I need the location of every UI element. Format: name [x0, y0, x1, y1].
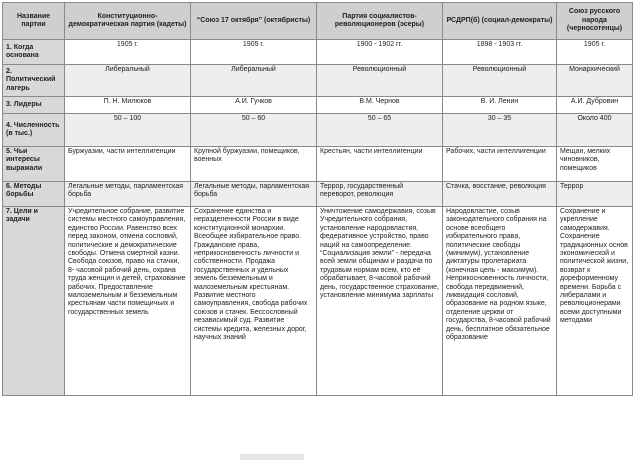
- table-cell: Около 400: [557, 114, 633, 147]
- header-rsdrp: РСДРП(б) (социал-демократы): [443, 3, 557, 40]
- row-label-goals: 7. Цели и задачи: [3, 207, 65, 396]
- table-cell: Революционный: [317, 65, 443, 97]
- header-kadets: Конституционно-демократическая партия (кадеты): [65, 3, 191, 40]
- row-label-membership: 4. Численность (в тыс.): [3, 114, 65, 147]
- table-cell: Рабочих, части интеллигенции: [443, 147, 557, 182]
- table-row: [3, 182, 633, 207]
- table-row: [3, 65, 633, 97]
- table-cell: Учредительное собрание, развитие системы местного самоуправления, единство России. Равенство всех перед законом, отмена сословий, политические и демократические свободы. Отмена смертной казни. Свобода союзов, право на стачки, 8- часовой рабочий день, охрана труда женщин и детей, страхование рабочих. Предоставление малоземельным и безземельным крестьянам части помещичьих и государственных земель: [65, 207, 191, 396]
- table-cell: Буржуазии, части интеллигенции: [65, 147, 191, 182]
- table-cell: Либеральный: [65, 65, 191, 97]
- table-cell: 1900 - 1902 гг.: [317, 40, 443, 65]
- row-label-political-camp: 2. Политический лагерь: [3, 65, 65, 97]
- header-black-hundreds: Союз русского народа (черносотенцы): [557, 3, 633, 40]
- table-cell: Террор, государственный переворот, революция: [317, 182, 443, 207]
- table-cell: 50 – 60: [191, 114, 317, 147]
- row-label-interests: 5. Чьи интересы выражали: [3, 147, 65, 182]
- header-party-name: Название партии: [3, 3, 65, 40]
- table-cell: 1905 г.: [557, 40, 633, 65]
- table-cell: В. И. Ленин: [443, 97, 557, 114]
- table-cell: 1905 г.: [65, 40, 191, 65]
- table-row: [3, 114, 633, 147]
- table-cell: Народовластие, созыв законодательного собрания на основе всеобщего избирательного права, политические свободы (минимум), установление диктатуры пролетариата (конечная цель - максимум). Неприкосновенность личности, свобода передвижений, ликвидация сословий, образование на родном языке, отделение церкви от государства, 8-часовой рабочий день, бесплатное обязательное образование: [443, 207, 557, 396]
- table-cell: Террор: [557, 182, 633, 207]
- table-cell: Легальные методы, парламентская борьба: [191, 182, 317, 207]
- table-row: [3, 40, 633, 65]
- table-cell: Мещан, мелких чиновников, помещиков: [557, 147, 633, 182]
- row-label-leaders: 3. Лидеры: [3, 97, 65, 114]
- row-label-founded: 1. Когда основана: [3, 40, 65, 65]
- table-cell: А.И. Гучков: [191, 97, 317, 114]
- table-cell: 50 – 100: [65, 114, 191, 147]
- row-label-methods: 6. Методы борьбы: [3, 182, 65, 207]
- table-cell: Крестьян, части интеллигенции: [317, 147, 443, 182]
- political-parties-table: [2, 2, 633, 396]
- table-cell: П. Н. Милюков: [65, 97, 191, 114]
- table-cell: Монархический: [557, 65, 633, 97]
- table-row: [3, 207, 633, 396]
- table-cell: Уничтожение самодержавия, созыв Учредительного собрания, установление народовластия, федеративное устройство, право наций на самоопределение. “Социализация земли” - передача всей земли общинам и раздача по трудовым нормам всем, кто её обрабатывает, 8-часовой рабочий день, государственное страхование, установление минимума зарплаты: [317, 207, 443, 396]
- table-cell: А.И. Дубровин: [557, 97, 633, 114]
- header-esers: Партия социалистов-революционеров (эсеры): [317, 3, 443, 40]
- table-cell: Либеральный: [191, 65, 317, 97]
- header-octobrists: “Союз 17 октября” (октябристы): [191, 3, 317, 40]
- table-cell: Стачка, восстание, революция: [443, 182, 557, 207]
- party-table-sheet: [2, 2, 632, 448]
- table-cell: Крупной буржуазии, помещиков, военных: [191, 147, 317, 182]
- page-edge-strip: [240, 454, 304, 460]
- table-cell: В.М. Чернов: [317, 97, 443, 114]
- table-cell: 50 – 65: [317, 114, 443, 147]
- table-cell: 30 – 35: [443, 114, 557, 147]
- table-row: [3, 147, 633, 182]
- table-row: [3, 97, 633, 114]
- table-cell: Легальные методы, парламентская борьба: [65, 182, 191, 207]
- table-cell: Сохранение и укрепление самодержавия. Сохранение традиционных основ экономической и политической жизни, возврат к дореформенному времени. Борьба с либералами и революционерами всеми доступными методами: [557, 207, 633, 396]
- table-cell: 1905 г.: [191, 40, 317, 65]
- table-cell: 1898 - 1903 гг.: [443, 40, 557, 65]
- header-row: [3, 3, 633, 40]
- table-cell: Революционный: [443, 65, 557, 97]
- table-cell: Сохранение единства и неразделенности России в виде конституционной монархии. Всеобщее избирательное право. Гражданские права, неприкосновенность личности и собственности. Продажа государственных и удельных земель безземельным и малоземельным крестьянам. Развитие местного самоуправления, свобода рабочих союзов и стачек. Бессословный независимый суд. Развитие системы кредита, железных дорог, научных знаний: [191, 207, 317, 396]
